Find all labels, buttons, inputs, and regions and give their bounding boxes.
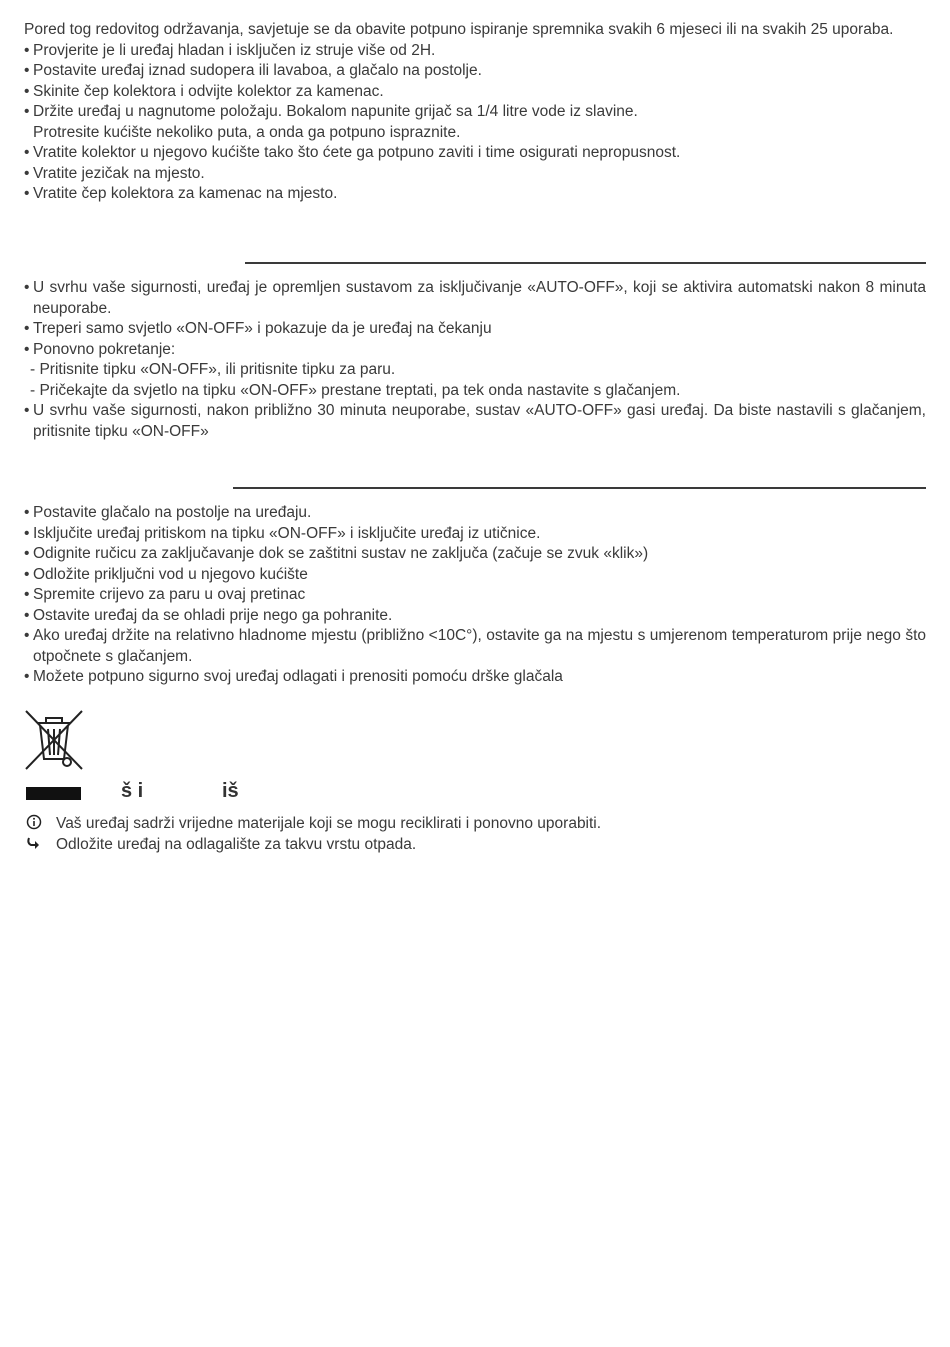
list-item: • U svrhu vaše sigurnosti, uređaj je opremljen sustavom za isključivanje «AUTO-OFF», koji se aktivira automatski nakon 8 minuta neuporabe. [24,279,926,317]
auto-off-section [24,278,926,442]
list-item: • Odignite ručicu za zaključavanje dok se zaštitni sustav ne zaključa (začuje se zvuk «klik») [24,545,649,562]
section-divider [233,487,926,489]
curved-arrow-icon [26,835,46,856]
descaling-section [24,20,926,205]
list-item: • Treperi samo svjetlo «ON-OFF» i pokazuje da je uređaj na čekanju [24,320,492,337]
list-item: • Možete potpuno sigurno svoj uređaj odlagati i prenositi pomoću drške glačala [24,668,563,685]
storage-section [24,503,926,688]
recycle-section [24,814,926,855]
list-item: • Držite uređaj u nagnutome položaju. Bokalom napunite grijač sa 1/4 litre vode iz slavine. [24,103,638,120]
list-item: • Ako uređaj držite na relativno hladnome mjestu (približno <10C°), ostavite ga na mjestu s umjerenom temperaturom prije nego što otpočnete s glačanjem. [24,627,926,665]
black-bar [26,787,81,800]
recycle-info-row: Vaš uređaj sadrži vrijedne materijale koji se mogu reciklirati i ponovno uporabiti. [24,814,926,835]
recycle-heading-part1: š i [121,780,144,802]
list-item: • Vratite čep kolektora za kamenac na mjesto. [24,185,338,202]
list-item-continuation: Protresite kućište nekoliko puta, a onda ga potpuno ispraznite. [33,123,461,141]
list-item: • Ponovno pokretanje: [24,340,176,358]
list-item: • Ostavite uređaj da se ohladi prije nego ga pohranite. [24,606,393,624]
list-item: • Vratite kolektor u njegovo kućište tako što ćete ga potpuno zaviti i time osigurati nepropusnost. [24,144,681,161]
sub-item: - Pričekajte da svjetlo na tipku «ON-OFF» prestane treptati, pa tek onda nastavite s glačanjem. [30,381,681,399]
info-circle-icon [26,814,46,835]
list-item: • Provjerite je li uređaj hladan i isključen iz struje više od 2H. [24,41,436,59]
crossed-out-bin-icon [24,709,84,771]
descaling-intro: Pored tog redovitog održavanja, savjetuje se da obavite potpuno ispiranje spremnika svakih 6 mjeseci ili na svakih 25 uporaba. [24,21,894,38]
list-item: • U svrhu vaše sigurnosti, nakon približno 30 minuta neuporabe, sustav «AUTO-OFF» gasi uređaj. Da biste nastavili s glačanjem, pritisnite tipku «ON-OFF» [24,402,926,440]
recycle-heading [121,780,239,803]
list-item: • Skinite čep kolektora i odvijte kolektor za kamenac. [24,82,384,100]
section-divider [245,262,926,264]
list-item: • Vratite jezičak na mjesto. [24,164,205,182]
recycle-heading-part2: iš [222,780,239,802]
list-item: • Odložite priključni vod u njegovo kućište [24,565,308,583]
list-item: • Postavite glačalo na postolje na uređaju. [24,504,312,521]
sub-item: - Pritisnite tipku «ON-OFF», ili pritisnite tipku za paru. [30,361,396,378]
recycle-action-row: Odložite uređaj na odlagalište za takvu vrstu otpada. [24,835,926,856]
list-item: • Spremite crijevo za paru u ovaj pretinac [24,586,306,603]
list-item: • Postavite uređaj iznad sudopera ili lavaboa, a glačalo na postolje. [24,62,482,79]
list-item: • Isključite uređaj pritiskom na tipku «ON-OFF» i isključite uređaj iz utičnice. [24,524,541,542]
